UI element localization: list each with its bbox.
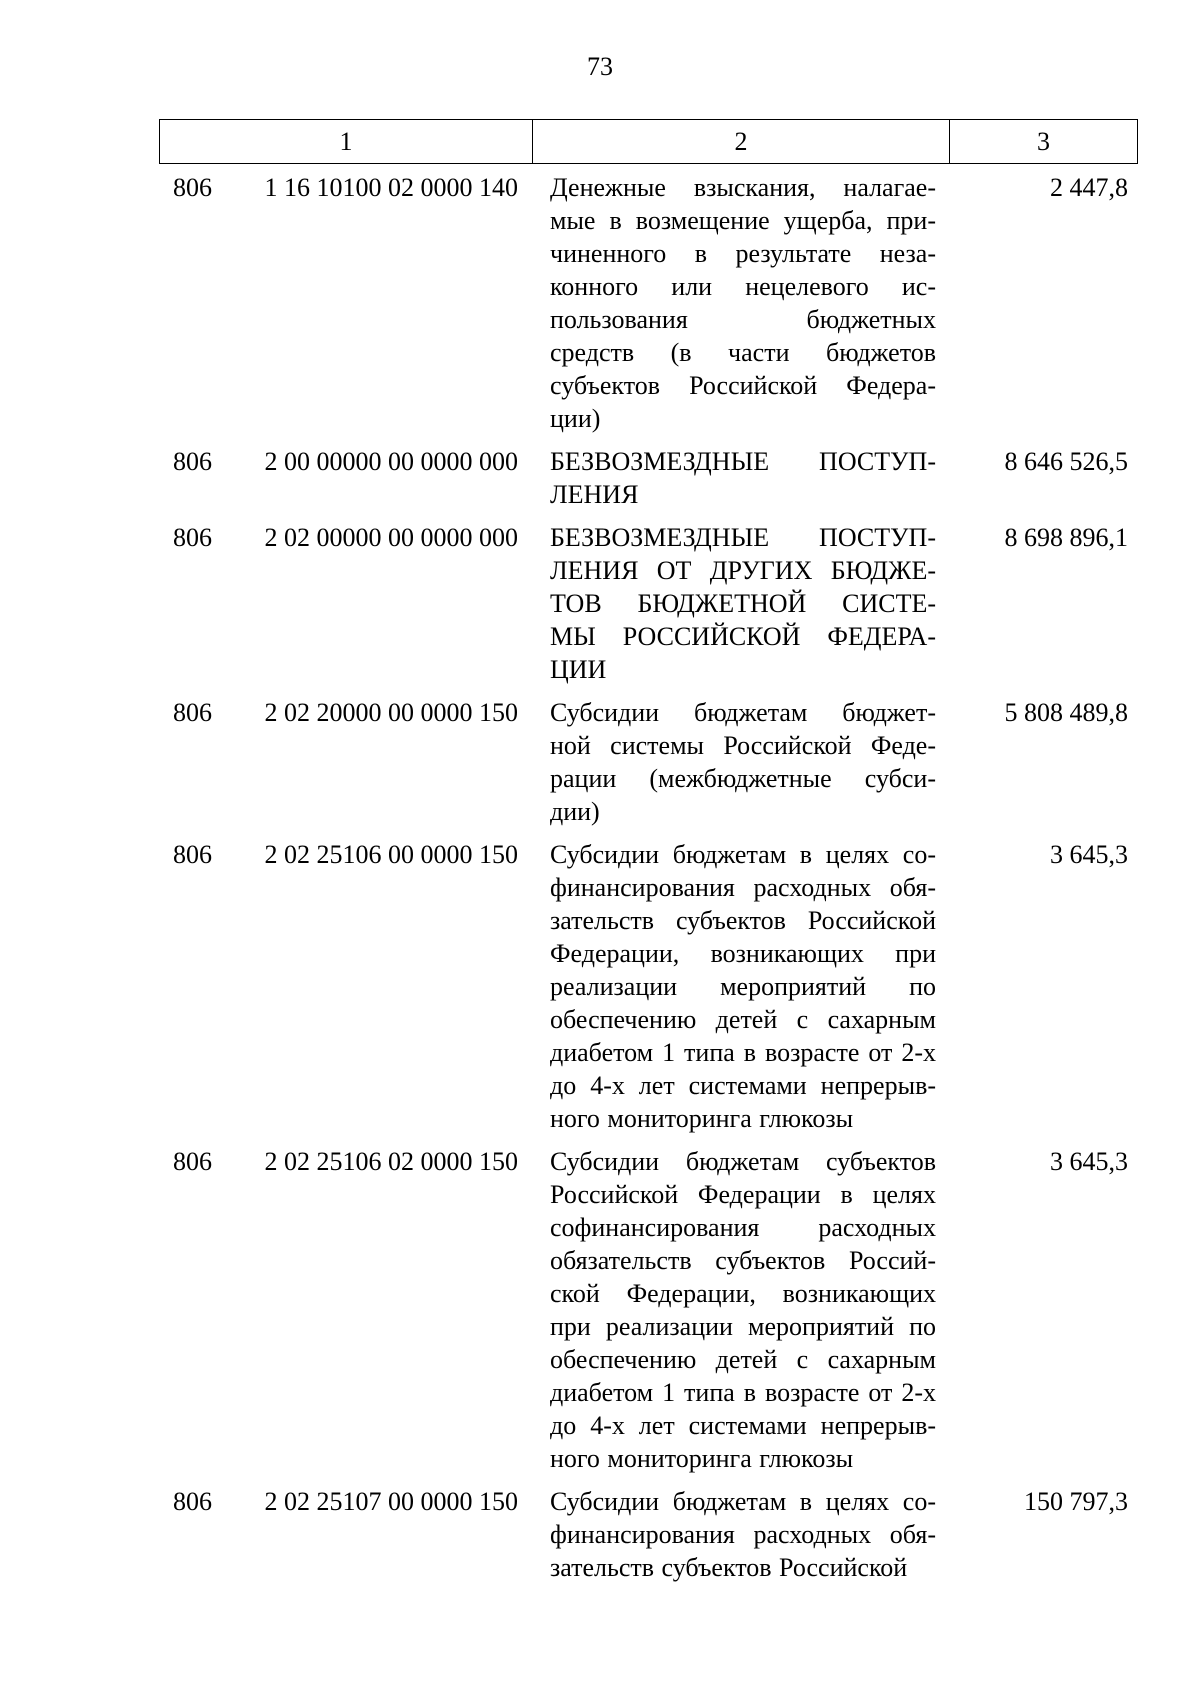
header-col-2: 2 (533, 120, 950, 163)
income-name-line: БЕЗВОЗМЕЗДНЫЕ ПОСТУП- (550, 447, 936, 476)
income-name-cell (532, 521, 949, 686)
amount-cell: 3 645,3 (1050, 1147, 1128, 1176)
table-row (159, 521, 1138, 686)
income-name-line: финансирования расходных обя- (550, 1520, 936, 1549)
admin-code-cell: 806 (173, 173, 212, 202)
amount-cell: 2 447,8 (1050, 173, 1128, 202)
income-name-cell (532, 1485, 949, 1584)
income-name-line: Субсидии бюджетам в целях со- (550, 1487, 936, 1516)
income-name-line: софинансирования расходных (550, 1213, 936, 1242)
income-name-line: до 4-х лет системами непрерыв- (550, 1411, 936, 1440)
table-row (159, 445, 1138, 511)
income-name-line: диабетом 1 типа в возрасте от 2-х (550, 1378, 936, 1407)
income-name-line: Денежные взыскания, налагае- (550, 173, 936, 202)
income-name-line: субъектов Российской Федера- (550, 371, 936, 400)
income-name-cell (532, 1145, 949, 1475)
header-col-3: 3 (1037, 127, 1050, 156)
budget-code-cell: 1 16 10100 02 0000 140 (264, 173, 518, 202)
income-name-line: БЕЗВОЗМЕЗДНЫЕ ПОСТУП- (550, 523, 936, 552)
amount-cell: 150 797,3 (1024, 1487, 1128, 1516)
income-name-line: МЫ РОССИЙСКОЙ ФЕДЕРА- (550, 622, 936, 651)
income-name-cell (532, 171, 949, 435)
admin-code-cell: 806 (173, 698, 212, 727)
income-name-line: обеспечению детей с сахарным (550, 1345, 936, 1374)
income-name-line: при реализации мероприятий по (550, 1312, 936, 1341)
income-name-line: средств (в части бюджетов (550, 338, 936, 367)
amount-cell: 3 645,3 (1050, 840, 1128, 869)
table-row (159, 1485, 1138, 1584)
income-name-line: финансирования расходных обя- (550, 873, 936, 902)
income-name-line: Субсидии бюджетам бюджет- (550, 698, 936, 727)
table-row (159, 171, 1138, 435)
income-name-cell (532, 838, 949, 1135)
income-name-line: ного мониторинга глюкозы (550, 1104, 854, 1133)
income-name-line: конного или нецелевого ис- (550, 272, 936, 301)
budget-code-cell: 2 02 20000 00 0000 150 (264, 698, 518, 727)
income-name-cell (532, 696, 949, 828)
table-row (159, 696, 1138, 828)
income-name-line: до 4-х лет системами непрерыв- (550, 1071, 936, 1100)
table-row (159, 838, 1138, 1135)
income-name-line: зательств субъектов Российской (550, 906, 936, 935)
admin-code-cell: 806 (173, 523, 212, 552)
income-name-line: обеспечению детей с сахарным (550, 1005, 936, 1034)
income-name-line: зательств субъектов Российской (550, 1553, 908, 1582)
header-col-1: 1 (160, 120, 533, 163)
table-header (159, 119, 1138, 164)
admin-code-cell: 806 (173, 840, 212, 869)
budget-code-cell: 2 02 00000 00 0000 000 (264, 523, 518, 552)
income-name-line: Субсидии бюджетам субъектов (550, 1147, 936, 1176)
income-name-line: ской Федерации, возникающих (550, 1279, 936, 1308)
table-row (159, 1145, 1138, 1475)
income-name-line: Российской Федерации в целях (550, 1180, 936, 1209)
income-name-line: чиненного в результате неза- (550, 239, 936, 268)
page-number: 73 (587, 52, 613, 81)
table-body (159, 171, 1138, 1594)
income-name-line: ЦИИ (550, 655, 607, 684)
amount-cell: 5 808 489,8 (1004, 698, 1128, 727)
budget-code-cell: 2 02 25106 02 0000 150 (264, 1147, 518, 1176)
budget-code-cell: 2 00 00000 00 0000 000 (264, 447, 518, 476)
income-name-cell (532, 445, 949, 511)
admin-code-cell: 806 (173, 1487, 212, 1516)
admin-code-cell: 806 (173, 447, 212, 476)
income-name-line: ного мониторинга глюкозы (550, 1444, 854, 1473)
income-name-line: ТОВ БЮДЖЕТНОЙ СИСТЕ- (550, 589, 936, 618)
income-name-line: Федерации, возникающих при (550, 939, 936, 968)
income-name-line: ции) (550, 404, 601, 433)
income-name-line: ЛЕНИЯ ОТ ДРУГИХ БЮДЖЕ- (550, 556, 936, 585)
income-name-line: дии) (550, 797, 600, 826)
admin-code-cell: 806 (173, 1147, 212, 1176)
amount-cell: 8 646 526,5 (1004, 447, 1128, 476)
income-name-line: Субсидии бюджетам в целях со- (550, 840, 936, 869)
income-name-line: реализации мероприятий по (550, 972, 936, 1001)
amount-cell: 8 698 896,1 (1004, 523, 1128, 552)
income-name-line: ной системы Российской Феде- (550, 731, 936, 760)
income-name-line: пользования бюджетных (550, 305, 936, 334)
income-name-line: диабетом 1 типа в возрасте от 2-х (550, 1038, 936, 1067)
income-name-line: ЛЕНИЯ (550, 480, 639, 509)
income-name-line: обязательств субъектов Россий- (550, 1246, 936, 1275)
income-name-line: мые в возмещение ущерба, при- (550, 206, 936, 235)
budget-code-cell: 2 02 25107 00 0000 150 (264, 1487, 518, 1516)
budget-code-cell: 2 02 25106 00 0000 150 (264, 840, 518, 869)
income-name-line: рации (межбюджетные субси- (550, 764, 936, 793)
